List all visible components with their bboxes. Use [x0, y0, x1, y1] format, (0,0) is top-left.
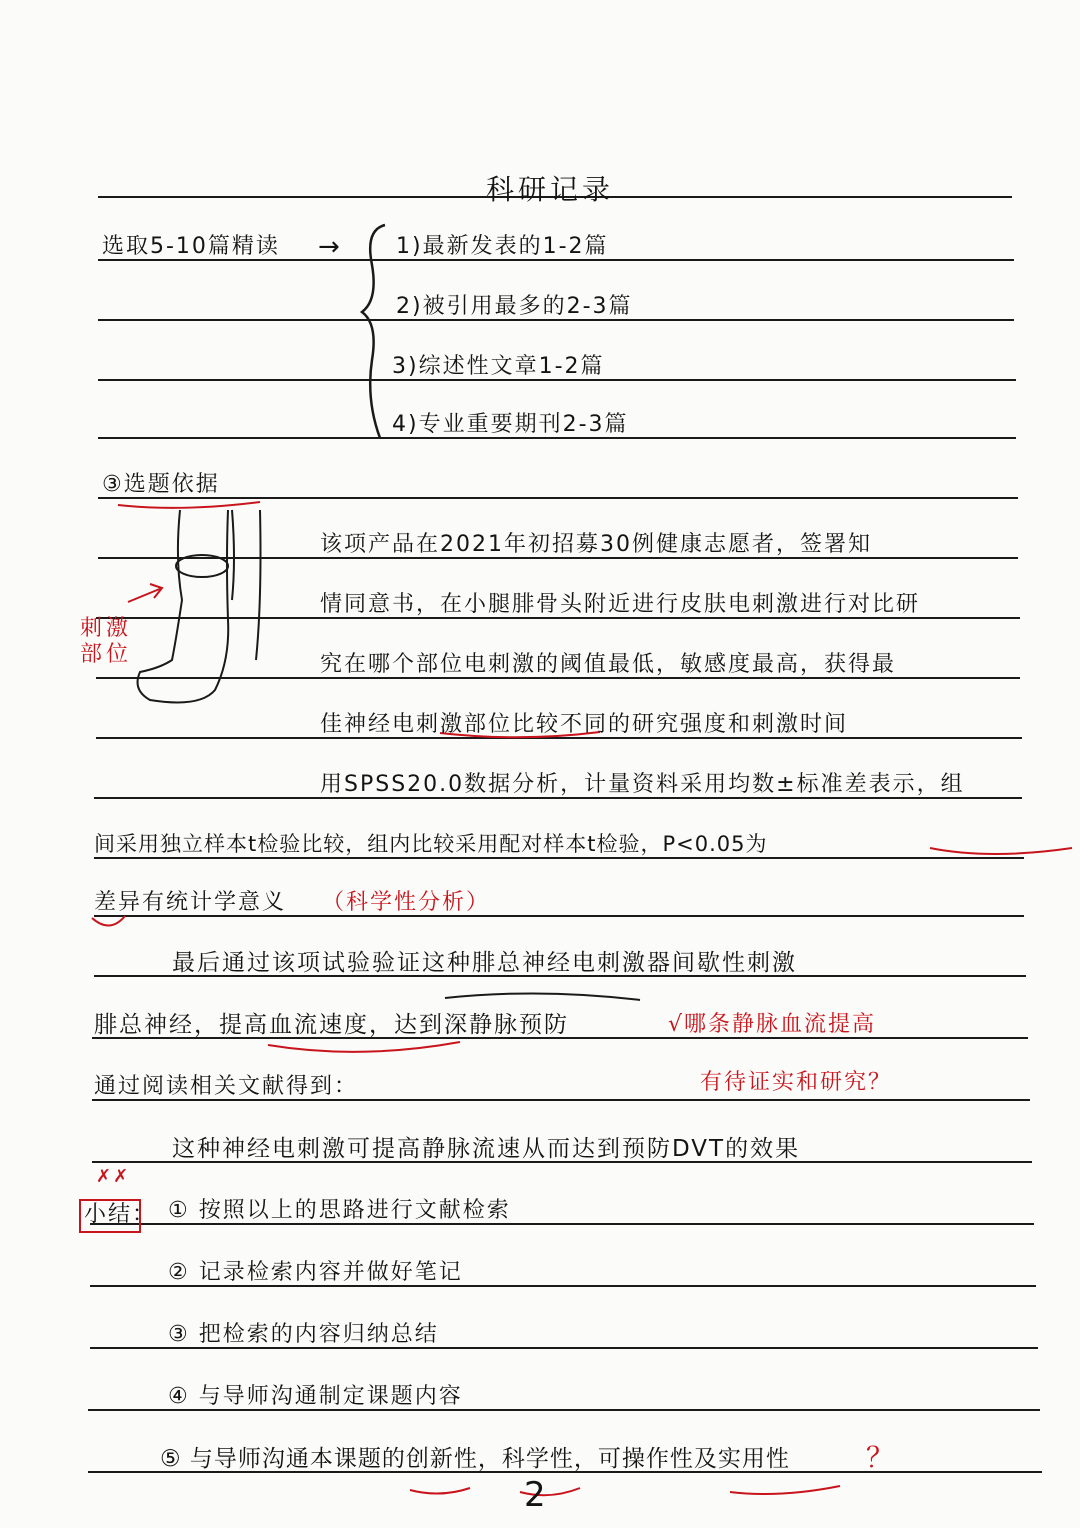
side-note: √哪条静脉血流提高: [668, 1012, 877, 1037]
summary-step: ① 按照以上的思路进行文献检索: [168, 1198, 511, 1223]
brace-icon: [362, 225, 385, 438]
conclusion-line: 最后通过该项试验验证这种腓总神经电刺激器间歇性刺激: [172, 950, 797, 976]
paragraph-line: 间采用独立样本t检验比较，组内比较采用配对样本t检验，P<0.05为: [94, 832, 768, 856]
select-item: 4)专业重要期刊2-3篇: [392, 412, 629, 437]
paragraph-line: 佳神经电刺激部位比较不同的研究强度和刺激时间: [320, 712, 849, 737]
select-label: 选取5-10篇精读: [102, 234, 280, 259]
paragraph-line: 用SPSS20.0数据分析，计量资料采用均数±标准差表示，组: [320, 772, 965, 797]
verify-note: 有待证实和研究？: [700, 1070, 893, 1095]
select-item: 1)最新发表的1-2篇: [396, 234, 609, 259]
summary-step: ③ 把检索的内容归纳总结: [168, 1322, 439, 1347]
summary-label: 小结：: [84, 1202, 157, 1227]
arrow-icon: →: [318, 232, 342, 262]
paragraph-line: 究在哪个部位电刺激的阈值最低，敏感度最高，获得最: [320, 652, 897, 677]
margin-mark: ✗✗: [96, 1166, 131, 1187]
stats-note: （科学性分析）: [322, 890, 491, 915]
basis-heading: ③选题依据: [102, 472, 220, 497]
select-item: 3)综述性文章1-2篇: [392, 354, 605, 379]
paragraph-line: 差异有统计学意义: [94, 890, 287, 915]
summary-step: ④ 与导师沟通制定课题内容: [168, 1384, 463, 1409]
conclusion-line: 腓总神经，提高血流速度，达到深静脉预防: [94, 1012, 569, 1038]
page-number: 2: [524, 1475, 548, 1515]
figure-label: 刺激部位: [80, 616, 133, 668]
reading-line: 通过阅读相关文献得到：: [94, 1074, 359, 1099]
select-item: 2)被引用最多的2-3篇: [396, 294, 633, 319]
page-title: 科研记录: [486, 173, 615, 206]
paragraph-line: 情同意书，在小腿腓骨头附近进行皮肤电刺激进行对比研: [320, 592, 921, 617]
summary-step: ② 记录检索内容并做好笔记: [168, 1260, 463, 1285]
end-mark: ？: [866, 1441, 897, 1474]
arrow-icon: [128, 584, 162, 602]
summary-step: ⑤ 与导师沟通本课题的创新性，科学性，可操作性及实用性: [160, 1446, 790, 1472]
leg-sketch-icon: [138, 510, 261, 702]
result-line: 这种神经电刺激可提高静脉流速从而达到预防DVT的效果: [172, 1136, 801, 1162]
paragraph-line: 该项产品在2021年初招募30例健康志愿者，签署知: [320, 532, 872, 557]
